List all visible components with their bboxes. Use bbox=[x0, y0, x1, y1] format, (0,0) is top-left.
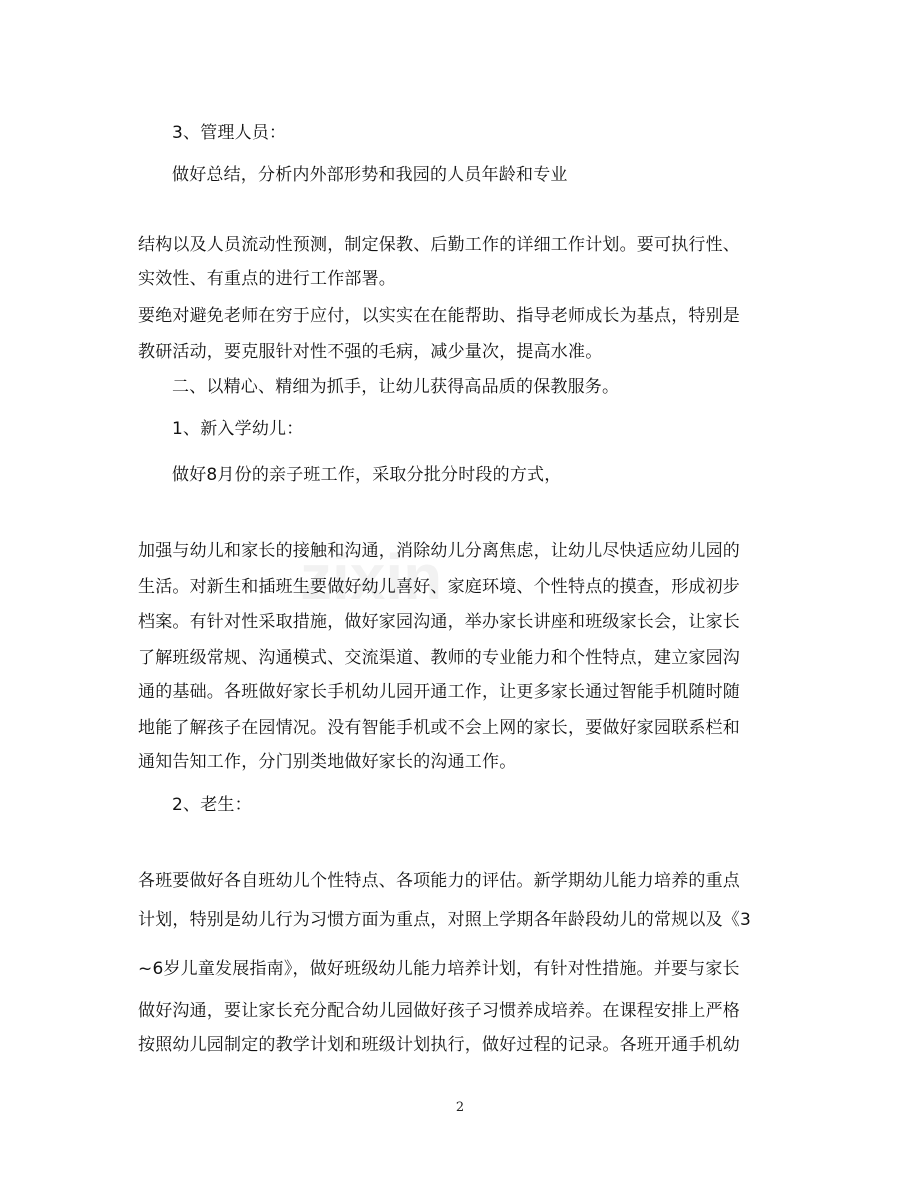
watermark: zixin bbox=[300, 541, 443, 613]
paragraph-line: 通的基础。各班做好家长手机幼儿园开通工作，让更多家长通过智能手机随时随 bbox=[138, 682, 740, 702]
paragraph-line: 档案。有针对性采取措施，做好家园沟通，举办家长讲座和班级家长会，让家长 bbox=[138, 612, 740, 632]
paragraph-line: 了解班级常规、沟通模式、交流渠道、教师的专业能力和个性特点，建立家园沟 bbox=[138, 648, 740, 668]
page-number: 2 bbox=[455, 1100, 465, 1115]
paragraph-line: 各班要做好各自班幼儿个性特点、各项能力的评估。新学期幼儿能力培养的重点 bbox=[138, 871, 740, 891]
paragraph-line: 做好8月份的亲子班工作，采取分批分时段的方式， bbox=[172, 465, 562, 485]
heading-management-staff: 3、管理人员： bbox=[172, 123, 287, 143]
paragraph-line: 计划，特别是幼儿行为习惯方面为重点，对照上学期各年龄段幼儿的常规以及《3 bbox=[138, 910, 752, 930]
paragraph-line: 教研活动，要克服针对性不强的毛病，减少量次，提高水准。 bbox=[138, 342, 603, 362]
paragraph-line: 做好沟通，要让家长充分配合幼儿园做好孩子习惯养成培养。在课程安排上严格 bbox=[138, 1001, 740, 1021]
paragraph-line: 做好总结，分析内外部形势和我园的人员年龄和专业 bbox=[172, 165, 568, 185]
section-heading: 二、以精心、精细为抓手，让幼儿获得高品质的保教服务。 bbox=[172, 377, 620, 397]
paragraph-line: 通知告知工作，分门别类地做好家长的沟通工作。 bbox=[138, 752, 517, 772]
paragraph-line: 地能了解孩子在园情况。没有智能手机或不会上网的家长，要做好家园联系栏和 bbox=[138, 718, 740, 738]
paragraph-line: 生活。对新生和插班生要做好幼儿喜好、家庭环境、个性特点的摸查，形成初步 bbox=[138, 577, 740, 597]
paragraph-line: ~6岁儿童发展指南》，做好班级幼儿能力培养计划，有针对性措施。并要与家长 bbox=[138, 959, 740, 979]
heading-new-children: 1、新入学幼儿： bbox=[172, 419, 304, 439]
paragraph-line: 加强与幼儿和家长的接触和沟通，消除幼儿分离焦虑，让幼儿尽快适应幼儿园的 bbox=[138, 541, 740, 561]
paragraph-line: 要绝对避免老师在穷于应付，以实实在在能帮助、指导老师成长为基点，特别是 bbox=[138, 306, 740, 326]
paragraph-line: 实效性、有重点的进行工作部署。 bbox=[138, 269, 396, 289]
paragraph-line: 按照幼儿园制定的教学计划和班级计划执行，做好过程的记录。各班开通手机幼 bbox=[138, 1035, 740, 1055]
heading-old-students: 2、老生： bbox=[172, 795, 252, 815]
paragraph-line: 结构以及人员流动性预测，制定保教、后勤工作的详细工作计划。要可执行性、 bbox=[138, 235, 740, 255]
